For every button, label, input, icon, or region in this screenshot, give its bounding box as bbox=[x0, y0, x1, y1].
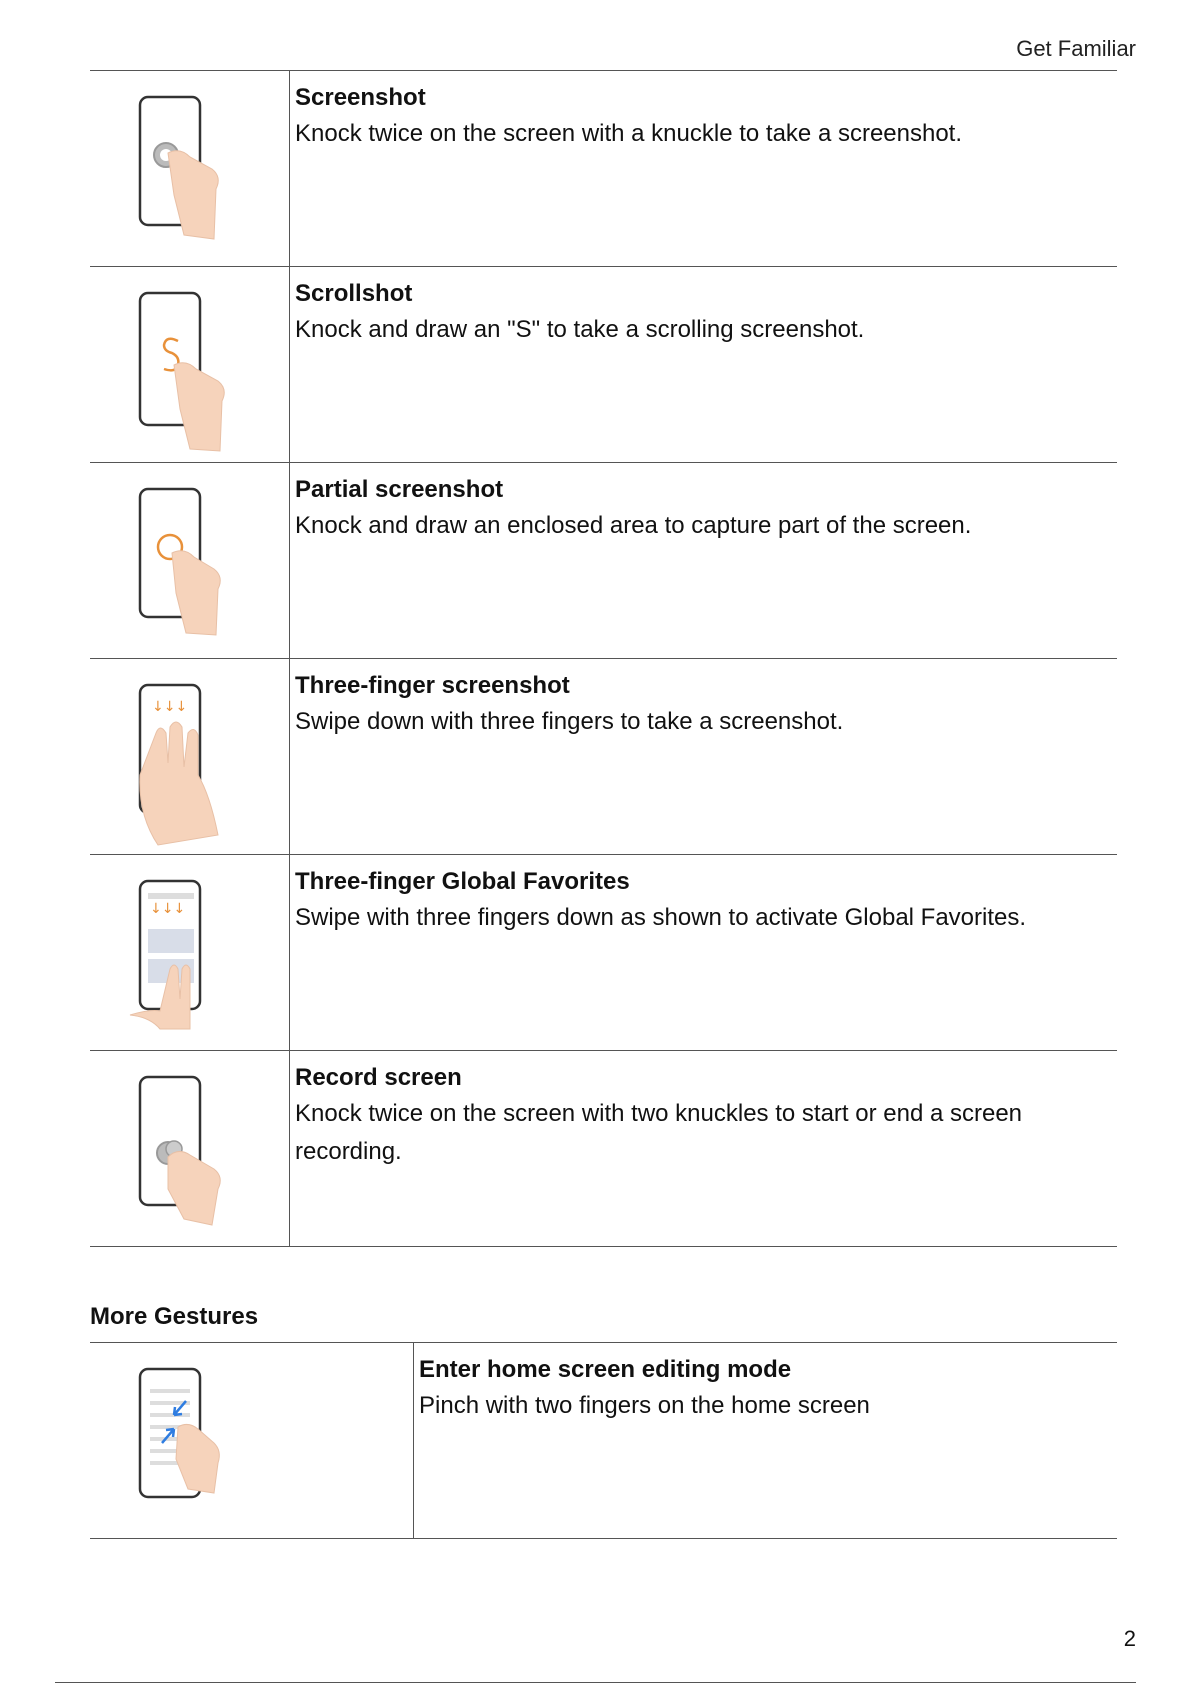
gesture-description: Swipe with three fingers down as shown to activate Global Favorites. bbox=[295, 904, 1027, 931]
table-row bbox=[90, 1051, 1117, 1247]
gesture-table bbox=[90, 70, 1117, 1247]
gesture-description: Pinch with two fingers on the home screen bbox=[419, 1392, 870, 1419]
table-row bbox=[90, 855, 1117, 1051]
gesture-title: Three-finger Global Favorites bbox=[295, 868, 630, 895]
table-row bbox=[90, 71, 1117, 267]
gesture-description: Knock twice on the screen with two knuckles to start or end a screen recording. bbox=[295, 1100, 1023, 1165]
gesture-description: Knock twice on the screen with a knuckle to take a screenshot. bbox=[295, 120, 963, 147]
section-heading: More Gestures bbox=[90, 1303, 259, 1330]
table-row bbox=[90, 463, 1117, 659]
gesture-title: Screenshot bbox=[295, 84, 426, 111]
table-row bbox=[90, 1343, 1117, 1539]
three-finger-favorites-icon bbox=[126, 879, 256, 1049]
table-row bbox=[90, 267, 1117, 463]
table-row bbox=[90, 659, 1117, 855]
gesture-description: Knock and draw an "S" to take a scrolling screenshot. bbox=[295, 316, 865, 343]
svg-text:↓↓↓: ↓↓↓ bbox=[152, 699, 188, 715]
knuckle-draw-s-icon bbox=[138, 291, 258, 456]
gesture-title: Enter home screen editing mode bbox=[419, 1356, 792, 1383]
gesture-title: Three-finger screenshot bbox=[295, 672, 570, 699]
two-knuckle-knock-icon bbox=[138, 1075, 258, 1235]
three-finger-swipe-icon bbox=[126, 683, 256, 853]
pinch-icon bbox=[138, 1367, 258, 1517]
footer-rule bbox=[55, 1682, 1136, 1683]
gesture-title: Scrollshot bbox=[295, 280, 413, 307]
more-gestures-table bbox=[90, 1342, 1117, 1539]
gesture-description: Knock and draw an enclosed area to capture part of the screen. bbox=[295, 512, 972, 539]
gesture-title: Partial screenshot bbox=[295, 476, 504, 503]
svg-text:↓↓↓: ↓↓↓ bbox=[150, 901, 186, 917]
running-header: Get Familiar bbox=[1016, 36, 1136, 61]
gesture-title: Record screen bbox=[295, 1064, 462, 1091]
knuckle-draw-circle-icon bbox=[138, 487, 258, 652]
page-number: 2 bbox=[1123, 1626, 1136, 1651]
gesture-description: Swipe down with three fingers to take a screenshot. bbox=[295, 708, 844, 735]
knuckle-knock-icon bbox=[138, 95, 258, 245]
